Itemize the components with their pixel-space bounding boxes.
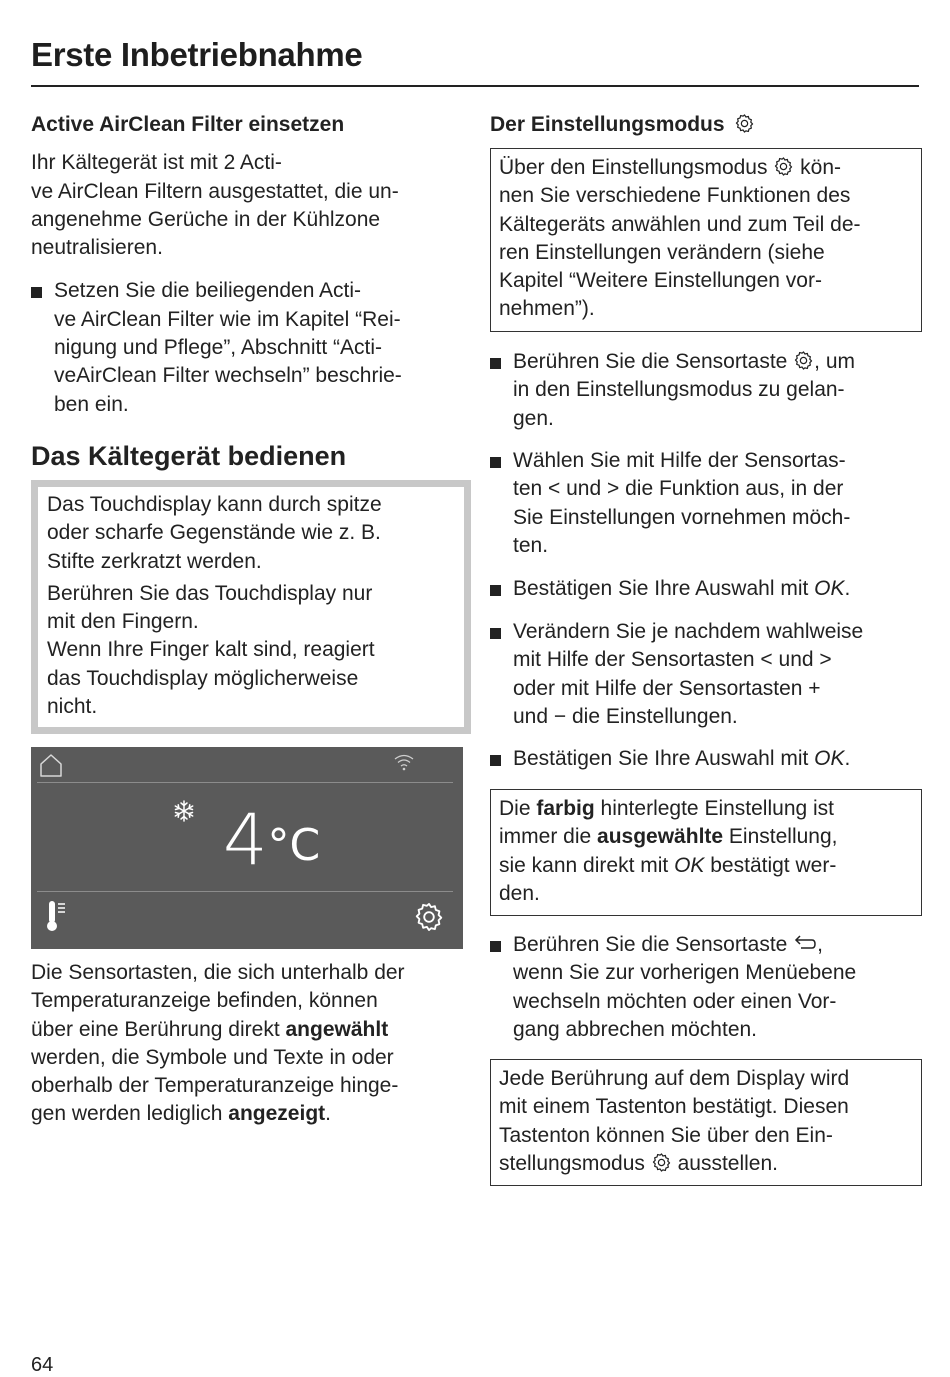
text-run: bestätigt wer- bbox=[704, 853, 837, 877]
display-divider-bottom bbox=[37, 891, 453, 892]
bold-text: angewählt bbox=[285, 1017, 389, 1041]
text-line: Tastenton können Sie über den Ein- bbox=[499, 1123, 833, 1147]
text-line: mit einem Tastenton bestätigt. Diesen bbox=[499, 1095, 849, 1119]
text-line bbox=[499, 1150, 913, 1178]
text-line bbox=[31, 1100, 471, 1128]
touch-display-illustration bbox=[31, 747, 463, 949]
text-run: . bbox=[844, 747, 851, 770]
display-divider-top bbox=[37, 782, 453, 783]
text-line: den. bbox=[499, 881, 540, 905]
mode-step-1 bbox=[490, 348, 923, 433]
bullet-square bbox=[490, 755, 501, 766]
text-run: ausstellen. bbox=[671, 1151, 778, 1175]
text-run: hinterlegte Einstellung ist bbox=[594, 797, 835, 820]
text-line bbox=[513, 931, 923, 959]
text-run: Bestätigen Sie Ihre Auswahl mit bbox=[513, 747, 815, 770]
title-divider bbox=[31, 85, 919, 87]
thermometer-icon[interactable] bbox=[45, 899, 67, 933]
text-line: mit den Fingern. bbox=[47, 610, 199, 634]
text-line bbox=[513, 575, 923, 603]
home-icon bbox=[39, 752, 63, 778]
temperature-value: 4 bbox=[223, 799, 268, 881]
text-line: Kapitel “Weitere Einstellungen vor- bbox=[499, 269, 822, 293]
text-line: Temperaturanzeige befinden, können bbox=[31, 989, 378, 1013]
text-line: Wenn Ihre Finger kalt sind, reagiert bbox=[47, 638, 375, 662]
mode-step-6 bbox=[490, 931, 923, 1044]
text-line: oder scharfe Gegenstände wie z. B. bbox=[47, 521, 381, 545]
key-tone-info-box bbox=[490, 1059, 922, 1186]
gear-icon bbox=[773, 156, 794, 177]
text-line: Sie Einstellungen vornehmen möch- bbox=[513, 505, 851, 529]
text-run: sie kann direkt mit bbox=[499, 853, 675, 877]
text-line: Kältegeräts anwählen und zum Teil de- bbox=[499, 212, 861, 236]
text-line bbox=[499, 154, 913, 182]
bullet-square bbox=[31, 287, 42, 298]
text-line: Wählen Sie mit Hilfe der Sensortas- bbox=[513, 449, 846, 472]
text-line: ve AirClean Filtern ausgestattet, die un- bbox=[31, 179, 399, 203]
bold-text: farbig bbox=[536, 797, 595, 820]
filter-section bbox=[31, 111, 463, 419]
ok-text: OK bbox=[674, 853, 705, 877]
text-line: Verändern Sie je nachdem wahlweise bbox=[513, 620, 864, 643]
operate-heading: Das Kältegerät bedienen bbox=[31, 441, 347, 471]
text-line: oberhalb der Temperaturanzeige hinge- bbox=[31, 1074, 399, 1098]
text-run: über eine Berührung direkt bbox=[31, 1017, 286, 1041]
sensor-description bbox=[31, 959, 471, 1129]
text-line: gen. bbox=[513, 406, 554, 430]
text-line bbox=[513, 745, 923, 773]
text-line: ve AirClean Filter wie im Kapitel “Rei- bbox=[54, 307, 401, 331]
text-line: ren Einstellungen verändern (siehe bbox=[499, 240, 825, 264]
gear-icon bbox=[793, 350, 814, 371]
bold-text: ausgewählte bbox=[597, 825, 724, 849]
bullet-square bbox=[490, 585, 501, 596]
text-line bbox=[499, 823, 913, 851]
bullet-square bbox=[490, 628, 501, 639]
text-line: gang abbrechen möchten. bbox=[513, 1017, 758, 1041]
gear-icon[interactable] bbox=[413, 901, 445, 933]
text-run: Die bbox=[499, 797, 537, 820]
gear-icon bbox=[734, 113, 755, 134]
text-run: . bbox=[325, 1102, 331, 1126]
text-run: , bbox=[817, 933, 824, 956]
text-line: und − die Einstellungen. bbox=[513, 704, 738, 728]
text-line: veAirClean Filter wechseln” beschrie- bbox=[54, 364, 402, 388]
selection-info-box bbox=[490, 789, 922, 916]
text-line: in den Einstellungsmodus zu gelan- bbox=[513, 378, 845, 402]
text-line: nen Sie verschiedene Funktionen des bbox=[499, 184, 851, 208]
text-line: nehmen”). bbox=[499, 297, 595, 321]
warning-box bbox=[31, 480, 471, 734]
page-title: Erste Inbetriebnahme bbox=[31, 36, 363, 73]
filter-step bbox=[31, 277, 463, 418]
text-run: Berühren Sie die Sensortaste bbox=[513, 933, 794, 956]
filter-heading: Active AirClean Filter einsetzen bbox=[31, 113, 345, 136]
page-number: 64 bbox=[31, 1354, 54, 1376]
bullet-square bbox=[490, 941, 501, 952]
text-line bbox=[513, 348, 923, 376]
text-line: ten < und > die Funktion aus, in der bbox=[513, 477, 844, 501]
bullet-square bbox=[490, 358, 501, 369]
text-line: Das Touchdisplay kann durch spitze bbox=[47, 493, 382, 516]
gear-icon bbox=[651, 1152, 672, 1173]
ok-text: OK bbox=[814, 747, 845, 770]
text-line: Berühren Sie das Touchdisplay nur bbox=[47, 581, 373, 605]
filter-intro bbox=[31, 149, 463, 262]
mode-step-4 bbox=[490, 618, 923, 731]
text-run: kön- bbox=[794, 156, 842, 179]
back-arrow-icon bbox=[793, 934, 817, 954]
mode-heading bbox=[490, 111, 755, 139]
text-run: Bestätigen Sie Ihre Auswahl mit bbox=[513, 577, 815, 600]
text-line: wechseln möchten oder einen Vor- bbox=[513, 989, 837, 1013]
text-line bbox=[499, 852, 913, 880]
text-line: ten. bbox=[513, 533, 549, 557]
bold-text: angezeigt bbox=[228, 1102, 326, 1126]
bullet-square bbox=[490, 457, 501, 468]
text-line: oder mit Hilfe der Sensortasten + bbox=[513, 676, 821, 700]
text-run: stellungsmodus bbox=[499, 1151, 651, 1175]
text-run: immer die bbox=[499, 825, 598, 849]
text-line: werden, die Symbole und Texte in oder bbox=[31, 1045, 394, 1069]
text-line: nigung und Pflege”, Abschnitt “Acti- bbox=[54, 336, 383, 360]
text-run: Einstellung, bbox=[723, 825, 838, 849]
text-line: ben ein. bbox=[54, 392, 129, 416]
temperature-unit: °C bbox=[267, 820, 321, 871]
text-line: Setzen Sie die beiliegenden Acti- bbox=[54, 279, 362, 303]
text-run: , um bbox=[814, 350, 856, 373]
mode-step-5 bbox=[490, 745, 923, 773]
text-line: angenehme Gerüche in der Kühlzone bbox=[31, 207, 381, 231]
snowflake-icon bbox=[172, 799, 196, 823]
text-line: Ihr Kältegerät ist mit 2 Acti- bbox=[31, 151, 282, 175]
text-run: gen werden lediglich bbox=[31, 1102, 229, 1126]
mode-heading-text: Der Einstellungsmodus bbox=[490, 113, 725, 136]
text-line: Stifte zerkratzt werden. bbox=[47, 549, 262, 573]
text-run: . bbox=[844, 577, 851, 600]
mode-step-2 bbox=[490, 447, 923, 560]
text-line: neutralisieren. bbox=[31, 236, 163, 260]
ok-text: OK bbox=[814, 577, 845, 600]
text-run: Berühren Sie die Sensortaste bbox=[513, 350, 794, 373]
text-line: Die Sensortasten, die sich unterhalb der bbox=[31, 961, 405, 984]
temperature-readout bbox=[223, 799, 321, 881]
wifi-icon bbox=[393, 753, 415, 771]
text-run: Über den Einstellungsmodus bbox=[499, 156, 774, 179]
text-line: nicht. bbox=[47, 695, 98, 719]
text-line bbox=[499, 795, 913, 823]
text-line: wenn Sie zur vorherigen Menüebene bbox=[513, 961, 857, 985]
mode-info-box bbox=[490, 148, 922, 332]
text-line: das Touchdisplay möglicherweise bbox=[47, 666, 359, 690]
text-line bbox=[31, 1016, 471, 1044]
text-line: Jede Berührung auf dem Display wird bbox=[499, 1067, 850, 1090]
text-line: mit Hilfe der Sensortasten < und > bbox=[513, 648, 832, 672]
mode-step-3 bbox=[490, 575, 923, 603]
